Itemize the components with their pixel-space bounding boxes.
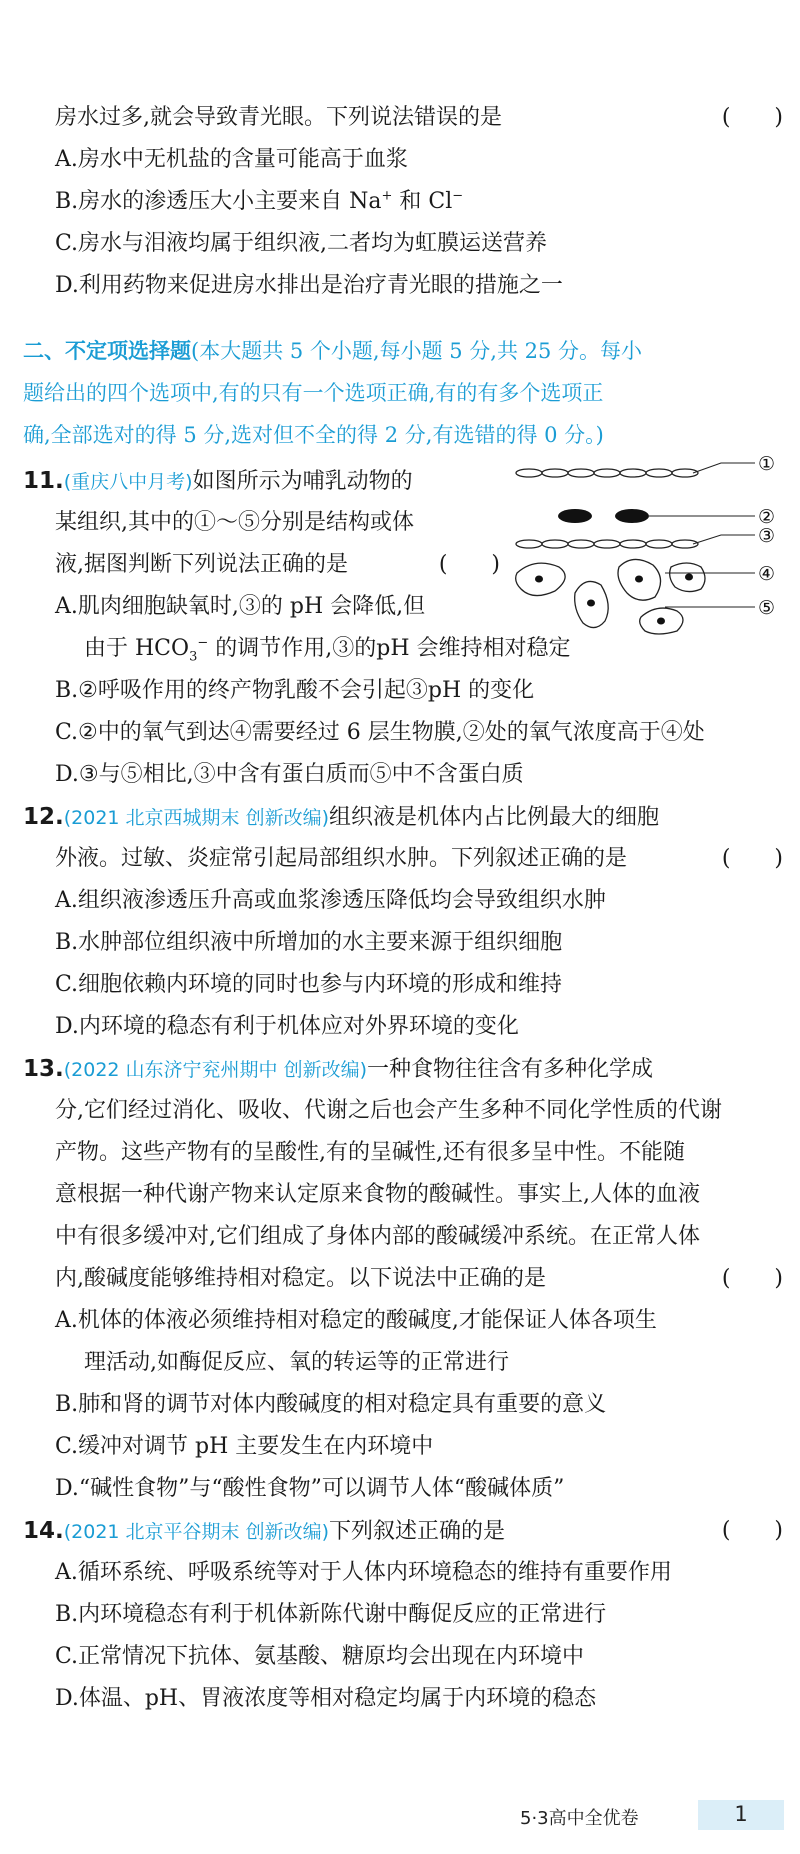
q13-stem-line5: 中有很多缓冲对,它们组成了身体内部的酸碱缓冲系统。在正常人体 [55,1224,700,1249]
q10-b-sup2: − [452,188,464,204]
q11-a2-sup: − [197,635,209,651]
q11-option-b: B.②呼吸作用的终产物乳酸不会引起③pH 的变化 [55,678,535,703]
q13-option-a2: 理活动,如酶促反应、氧的转运等的正常进行 [84,1350,509,1375]
q10-answer-paren: ( ) [721,105,783,130]
q14-option-d: D.体温、pH、胃液浓度等相对稳定均属于内环境的稳态 [55,1686,597,1711]
q12-option-c: C.细胞依赖内环境的同时也参与内环境的形成和维持 [55,972,563,997]
q13-stem1: 一种食物往往含有多种化学成 [367,1057,654,1082]
q14-stem1: 下列叙述正确的是 [329,1519,506,1544]
q11-a2-pre: 由于 HCO [84,636,190,661]
q14-source: (2021 北京平谷期末 创新改编) [63,1521,330,1543]
q13-stem6: 内,酸碱度能够维持相对稳定。以下说法中正确的是 [55,1266,546,1291]
q11-a2-post: 的调节作用,③的pH 会维持相对稳定 [208,636,571,661]
q12-stem-line2 [55,844,783,874]
figure-label-5: ⑤ [758,597,776,619]
q10-b-pre: B.房水的渗透压大小主要来自 Na [55,189,382,214]
q12-source: (2021 北京西城期末 创新改编) [63,807,330,829]
q10-option-b [55,187,783,217]
q10-option-a: A.房水中无机盐的含量可能高于血浆 [55,147,408,172]
q10-b-sup1: + [381,188,393,204]
q13-stem-line2: 分,它们经过消化、吸收、代谢之后也会产生多种不同化学性质的代谢 [55,1098,722,1123]
q11-option-d: D.③与⑤相比,③中含有蛋白质而⑤中不含蛋白质 [55,762,524,787]
q11-option-a1: A.肌肉细胞缺氧时,③的 pH 会降低,但 [55,594,426,619]
q13-answer-paren: ( ) [721,1266,783,1291]
q13-stem-line4: 意根据一种代谢产物来认定原来食物的酸碱性。事实上,人体的血液 [55,1182,700,1207]
q14-option-c: C.正常情况下抗体、氨基酸、糖原均会出现在内环境中 [55,1644,585,1669]
page-number-box [698,1800,784,1830]
q13-option-a1: A.机体的体液必须维持相对稳定的酸碱度,才能保证人体各项生 [55,1308,657,1333]
q13-option-c: C.缓冲对调节 pH 主要发生在内环境中 [55,1434,434,1459]
q11-stem3: 液,据图判断下列说法正确的是 [55,552,348,577]
q14-answer-paren: ( ) [721,1518,783,1543]
q11-answer-paren: ( ) [438,552,500,577]
q11-option-c: C.②中的氧气到达④需要经过 6 层生物膜,②处的氧气浓度高于④处 [55,720,705,745]
section2-line3: 确,全部选对的得 5 分,选对但不全的得 2 分,有选错的得 0 分。) [23,423,604,447]
q13-option-d: D.“碱性食物”与“酸性食物”可以调节人体“酸碱体质” [55,1476,565,1501]
footer-book-title: 5·3高中全优卷 [520,1808,639,1829]
q13-number: 13. [23,1056,64,1082]
q12-stem2: 外液。过敏、炎症常引起局部组织水肿。下列叙述正确的是 [55,846,628,871]
q10-stem [55,103,783,133]
q14-option-b: B.内环境稳态有利于机体新陈代谢中酶促反应的正常进行 [55,1602,607,1627]
red-blood-cells [558,509,649,523]
q11-stem-line2: 某组织,其中的①～⑤分别是结构或体 [55,510,414,535]
q14-number: 14. [23,1518,64,1544]
capillary-wall-top [516,469,698,477]
q14-option-a: A.循环系统、呼吸系统等对于人体内环境稳态的维持有重要作用 [55,1560,672,1585]
q11-a2-sub: 3 [189,649,198,665]
section2-desc1: (本大题共 5 个小题,每小题 5 分,共 25 分。每小 [191,339,643,363]
tissue-diagram [515,455,785,635]
q11-stem-line1 [23,466,468,497]
label-leader-lines [649,463,755,607]
figure-label-3: ③ [758,525,776,547]
q10-b-mid: 和 Cl [392,189,453,214]
figure-label-1: ① [758,455,776,475]
q12-stem1: 组织液是机体内占比例最大的细胞 [329,805,660,830]
cell-nuclei [535,574,693,625]
q13-stem-line6 [55,1264,783,1294]
q11-option-a2 [84,634,800,664]
section2-line1 [23,336,783,366]
q13-stem-line1 [23,1054,783,1085]
q11-stem1: 如图所示为哺乳动物的 [192,469,413,494]
capillary-wall-bottom [516,540,698,548]
q13-source: (2022 山东济宁兖州期中 创新改编) [63,1059,368,1081]
q12-option-d: D.内环境的稳态有利于机体应对外界环境的变化 [55,1014,519,1039]
q10-stem-text: 房水过多,就会导致青光眼。下列说法错误的是 [55,105,502,130]
q11-number: 11. [23,468,64,494]
q13-stem-line3: 产物。这些产物有的呈酸性,有的呈碱性,还有很多呈中性。不能随 [55,1140,685,1165]
q13-option-b: B.肺和肾的调节对体内酸碱度的相对稳定具有重要的意义 [55,1392,607,1417]
tissue-cells [516,559,705,634]
section2-line2: 题给出的四个选项中,有的只有一个选项正确,有的有多个选项正 [23,381,604,405]
q12-option-b: B.水肿部位组织液中所增加的水主要来源于组织细胞 [55,930,563,955]
figure-label-2: ② [758,506,776,528]
section2-title: 二、不定项选择题 [23,339,191,363]
q11-stem-line3 [55,550,500,580]
q14-stem-line1 [23,1516,783,1547]
q10-option-c: C.房水与泪液均属于组织液,二者均为虹膜运送营养 [55,231,548,256]
figure-label-4: ④ [758,563,776,585]
q12-answer-paren: ( ) [721,846,783,871]
q12-stem-line1 [23,802,783,833]
q12-number: 12. [23,804,64,830]
q10-option-d: D.利用药物来促进房水排出是治疗青光眼的措施之一 [55,273,563,298]
q11-source: (重庆八中月考) [63,471,193,493]
page-number: 1 [734,1802,748,1826]
q12-option-a: A.组织液渗透压升高或血浆渗透压降低均会导致组织水肿 [55,888,606,913]
